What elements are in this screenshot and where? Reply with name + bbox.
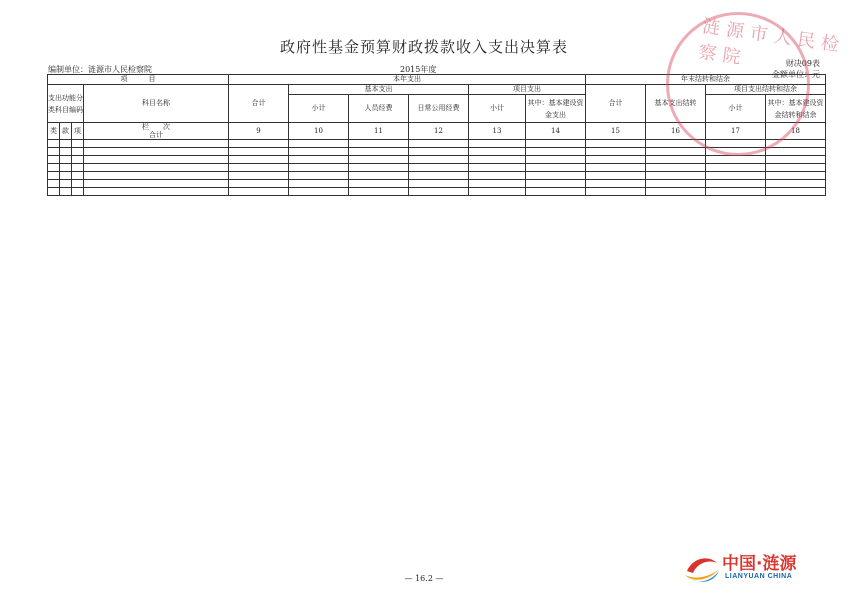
header-current-year: 本年支出 xyxy=(229,75,586,85)
budget-table xyxy=(47,74,826,196)
col-num: 9 xyxy=(229,123,289,140)
header-lanci: 栏 次 xyxy=(142,123,170,131)
header-ye-basic: 基本支出结转 xyxy=(646,85,706,123)
table-row xyxy=(48,164,826,172)
header-basic: 基本支出 xyxy=(289,85,469,95)
logo-english: LIANYUAN CHINA xyxy=(725,573,793,580)
header-year-end: 年末结转和结余 xyxy=(586,75,826,85)
header-item: 项 目 xyxy=(48,75,229,85)
header-lei: 类 xyxy=(48,123,60,140)
page-number: — 16.2 — xyxy=(404,574,444,583)
col-num: 14 xyxy=(526,123,586,140)
page-title: 政府性基金预算财政拨款收入支出决算表 xyxy=(279,38,568,56)
header-ye-construction: 其中：基本建设资金结转和结余 xyxy=(766,95,826,123)
header-project: 项目支出 xyxy=(469,85,586,95)
report-year: 2015年度 xyxy=(400,65,437,74)
header-personnel: 人员经费 xyxy=(349,95,409,123)
col-num: 13 xyxy=(469,123,526,140)
table-row xyxy=(48,172,826,180)
col-num: 18 xyxy=(766,123,826,140)
header-daily: 日常公用经费 xyxy=(409,95,469,123)
form-code: 财决09表 xyxy=(785,59,820,68)
header-kuan: 款 xyxy=(60,123,72,140)
col-num: 11 xyxy=(349,123,409,140)
header-ye-project: 项目支出结转和结余 xyxy=(706,85,826,95)
unit-label: 编制单位：涟源市人民检察院 xyxy=(48,65,152,74)
col-num: 15 xyxy=(586,123,646,140)
col-num: 16 xyxy=(646,123,706,140)
table-row xyxy=(48,148,826,156)
header-ye-subtotal: 小计 xyxy=(706,95,766,123)
header-basic-subtotal: 小计 xyxy=(289,95,349,123)
currency-unit: 金额单位：元 xyxy=(772,70,820,79)
header-lanci-cell xyxy=(84,123,229,140)
header-heji-row: 合计 xyxy=(149,131,163,139)
header-project-subtotal: 小计 xyxy=(469,95,526,123)
col-num: 10 xyxy=(289,123,349,140)
col-num: 17 xyxy=(706,123,766,140)
table-row xyxy=(48,140,826,148)
header-proj-construction: 其中：基本建设资金支出 xyxy=(526,95,586,123)
header-total: 合计 xyxy=(229,85,289,123)
seal-text: 涟源市人民检察院 xyxy=(697,15,847,70)
table-row xyxy=(48,156,826,164)
col-num: 12 xyxy=(409,123,469,140)
header-xiang: 项 xyxy=(72,123,84,140)
table-row xyxy=(48,188,826,196)
table-row xyxy=(48,180,826,188)
header-func-code: 支出功能分类科目编码 xyxy=(48,85,84,123)
logo-chinese: 中国·涟源 xyxy=(722,554,797,574)
header-subject-name: 科目名称 xyxy=(84,85,229,123)
header-ye-total: 合计 xyxy=(586,85,646,123)
